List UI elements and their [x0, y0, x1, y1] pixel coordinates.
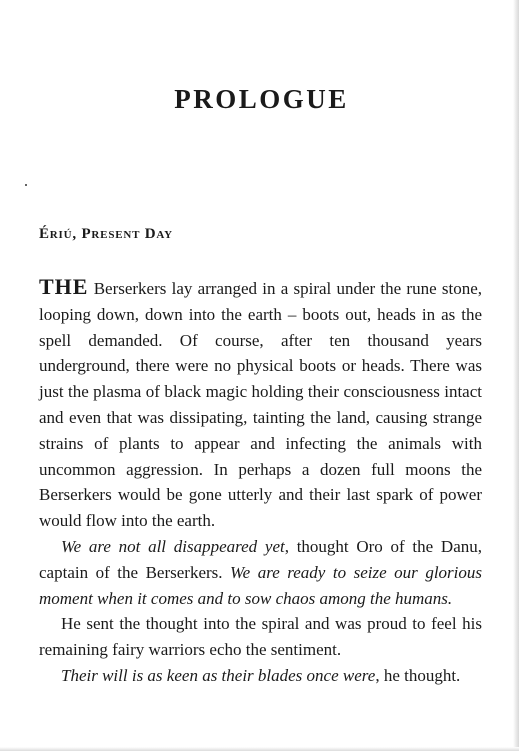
paragraph-3 — [39, 611, 482, 663]
paragraph-4-text: , he thought. — [375, 665, 461, 685]
chapter-subtitle: Ériú, Present Day — [39, 226, 173, 242]
page-speck — [25, 184, 27, 186]
chapter-title: PROLOGUE — [174, 84, 349, 114]
paragraph-4 — [39, 663, 482, 689]
chapter-body — [39, 274, 482, 689]
paragraph-1-text: Berserkers lay arranged in a spiral under the rune stone, looping down, down into the earth – boots out, heads in as the spell demanded. Of course, after ten thousand years underground, there were no physical boots or heads. There was just the plasma of black magic holding their consciousness intact and even that was dissipating, tainting the land, causing strange strains of plants to appear and infecting the animals with uncommon aggression. In perhaps a dozen full moons the Berserkers would be gone utterly and their last spark of power would flow into the earth. — [39, 279, 482, 531]
italic-thought: Their will is as keen as their blades once were — [61, 665, 376, 685]
paragraph-3-text: He sent the thought into the spiral and was proud to feel his remaining fairy warriors echo the sentiment. — [39, 614, 482, 660]
italic-thought: We are not all disappeared yet — [61, 536, 285, 556]
paragraph-2 — [39, 534, 482, 611]
page-bottom-shadow — [0, 747, 519, 751]
paragraph-1 — [39, 274, 482, 534]
page-edge-shadow — [513, 0, 519, 751]
drop-lead-word: THE — [39, 274, 89, 299]
paragraph-2-text: , thought Oro of the Danu, captain of the Berserkers. — [39, 536, 482, 582]
italic-thought: We are ready to seize our glorious moment when it comes and to sow chaos among the humans. — [39, 562, 482, 608]
